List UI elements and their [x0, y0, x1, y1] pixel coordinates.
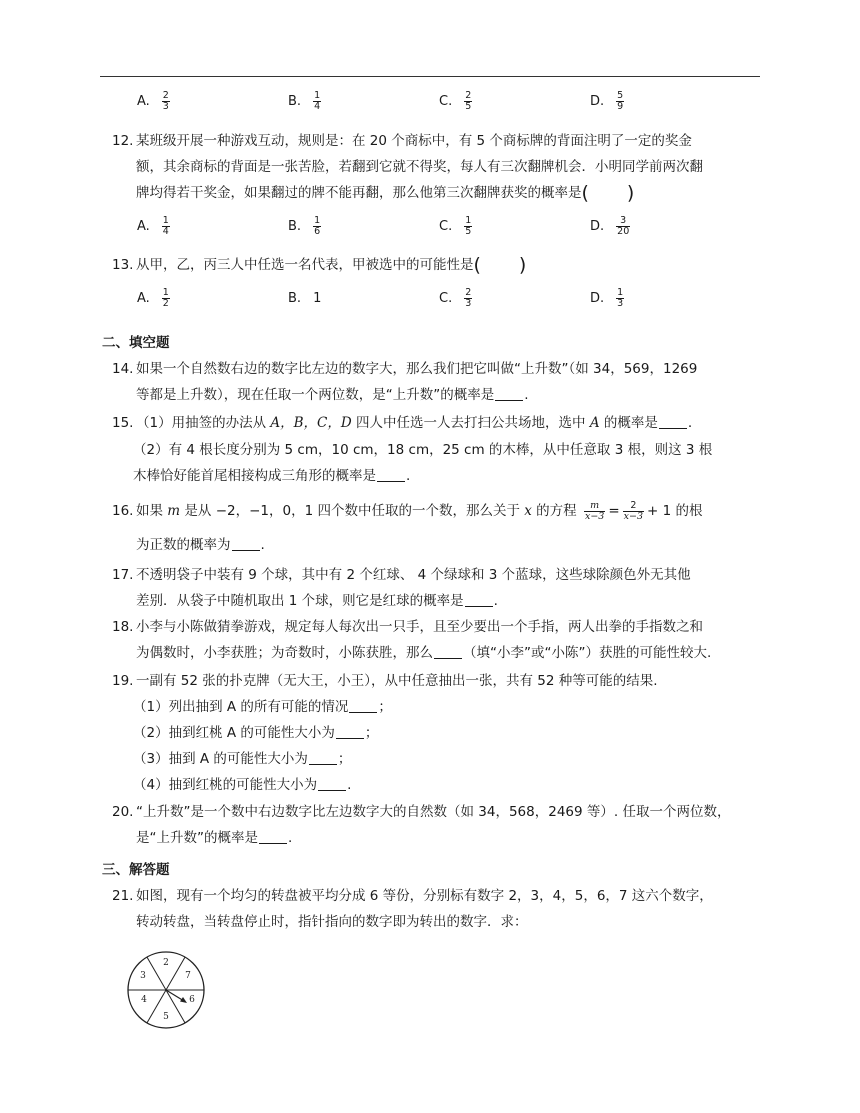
top-rule: [100, 76, 760, 77]
q12-options: [137, 216, 741, 237]
q11-option-d[interactable]: D. $\frac{5}{9}$: [590, 90, 624, 112]
answer-blank[interactable]: [309, 750, 337, 765]
q11-option-b[interactable]: B. $\frac{1}{4}$: [288, 90, 321, 112]
q13-options: [137, 288, 741, 309]
q13-option-b[interactable]: B. 1: [288, 291, 322, 306]
question-17: 17. 不透明袋子中装有 9 个球，其中有 2 个红球、 4 个绿球和 3 个蓝球，这些球除颜色外无其他 差别．从袋子中随机取出 1 个球，则它是红球的概率是 .: [112, 567, 691, 609]
fraction: $\frac{2}{5}$: [465, 90, 472, 112]
question-14: 14. 如果一个自然数右边的数字比左边的数字大，那么我们把它叫做“上升数”（如 34，569，1269 等都是上升数），现在任取一个两位数，是“上升数”的概率是 .: [112, 361, 698, 403]
section-heading-fill-in: 二、填空题: [102, 335, 170, 351]
answer-blank[interactable]: [318, 776, 346, 791]
q13-option-a[interactable]: A. $\frac{1}{2}$: [137, 287, 169, 309]
q12-option-b[interactable]: B. $\frac{1}{6}$: [288, 215, 321, 237]
question-15: 15. （1）用抽签的办法从 A，B，C，D 四人中任选一人去打扫公共场地，选中 A 的概率是 .: [112, 415, 693, 431]
fraction: $\frac{1}{5}$: [465, 215, 472, 237]
answer-blank[interactable]: [495, 386, 523, 401]
fraction: $\frac{2}{3}$: [465, 287, 472, 309]
answer-blank[interactable]: [465, 592, 493, 607]
q19-sub-4: （4）抽到红桃的可能性大小为 .: [133, 777, 352, 793]
q15-line-2: （2）有 4 根长度分别为 5 cm，10 cm，18 cm，25 cm 的木棒，从中任意取 3 根，则这 3 根: [133, 442, 713, 458]
q12-option-c[interactable]: C. $\frac{1}{5}$: [439, 215, 472, 237]
answer-blank[interactable]: [232, 536, 260, 551]
fraction: $\frac{3}{20}$: [617, 215, 630, 237]
answer-blank[interactable]: [259, 829, 287, 844]
question-16: 16. 如果 m 是从 −2，−1，0，1 四个数中任取的一个数，那么关于 x 的方程 $\frac{m}{x-3}$ = $\frac{2}{x-3}$ + 1 的根 为正数的概率为 .: [112, 499, 703, 553]
answer-blank[interactable]: [336, 724, 364, 739]
q19-sub-3: （3）抽到 A 的可能性大小为 ；: [133, 751, 352, 767]
question-12: 12. 某班级开展一种游戏互动，规则是：在 20 个商标中，有 5 个商标牌的背面注明了一定的奖金 额，其余商标的背面是一张苦脸，若翻到它就不得奖，每人有三次翻牌机会．小明同学前两次翻 牌均得若干奖金，如果翻过的牌不能再翻，那么他第三次翻牌获奖的概率是( ): [112, 133, 703, 204]
fraction: $\frac{2}{3}$: [162, 90, 169, 112]
spinner-number: 3: [140, 971, 146, 981]
q19-sub-1: （1）列出抽到 A 的所有可能的情况 ；: [133, 699, 392, 715]
spinner-diagram: [126, 950, 206, 1030]
fraction: $\frac{1}{4}$: [162, 215, 169, 237]
answer-blank[interactable]: [434, 644, 462, 659]
equation-fraction-left: $\frac{m}{x-3}$: [584, 499, 605, 522]
spinner-number: 5: [163, 1012, 169, 1022]
question-18: 18. 小李与小陈做猜拳游戏，规定每人每次出一只手，且至少要出一个手指，两人出拳的手指数之和 为偶数时，小李获胜；为奇数时，小陈获胜，那么 （填“小李”或“小陈”）获胜的可能性较大.: [112, 619, 712, 661]
q13-option-c[interactable]: C. $\frac{2}{3}$: [439, 287, 472, 309]
spinner-number: 4: [141, 995, 147, 1005]
q19-sub-2: （2）抽到红桃 A 的可能性大小为 ；: [133, 725, 379, 741]
fraction: $\frac{1}{6}$: [314, 215, 321, 237]
answer-blank[interactable]: [377, 467, 405, 482]
q11-option-a[interactable]: A. $\frac{2}{3}$: [137, 90, 169, 112]
answer-parentheses: ( ): [473, 254, 527, 276]
answer-blank[interactable]: [659, 414, 687, 429]
q12-option-d[interactable]: D. $\frac{3}{20}$: [590, 215, 630, 237]
fraction: $\frac{1}{2}$: [162, 287, 169, 309]
spinner-number: 7: [185, 971, 191, 981]
section-heading-answer: 三、解答题: [102, 862, 170, 878]
spinner-number: 6: [189, 995, 195, 1005]
answer-parentheses: ( ): [581, 182, 635, 204]
question-13: 13. 从甲，乙，丙三人中任选一名代表，甲被选中的可能性是( ): [112, 254, 527, 276]
fraction: $\frac{5}{9}$: [617, 90, 624, 112]
fraction: $\frac{1}{3}$: [617, 287, 624, 309]
question-19: 19. 一副有 52 张的扑克牌（无大王，小王），从中任意抽出一张，共有 52 种等可能的结果.: [112, 673, 658, 689]
q12-option-a[interactable]: A. $\frac{1}{4}$: [137, 215, 169, 237]
equation-fraction-right: $\frac{2}{x-3}$: [623, 499, 644, 522]
q11-options: [137, 91, 741, 112]
spinner-number: 2: [163, 958, 169, 968]
question-21: 21. 如图，现有一个均匀的转盘被平均分成 6 等份，分别标有数字 2，3，4，5，6，7 这六个数字， 转动转盘，当转盘停止时，指针指向的数字即为转出的数字．求：: [112, 888, 713, 930]
fraction: $\frac{1}{4}$: [314, 90, 321, 112]
answer-blank[interactable]: [349, 698, 377, 713]
q13-option-d[interactable]: D. $\frac{1}{3}$: [590, 287, 624, 309]
q11-option-c[interactable]: C. $\frac{2}{5}$: [439, 90, 472, 112]
question-20: 20. “上升数”是一个数中右边数字比左边数字大的自然数（如 34，568，2469 等）. 任取一个两位数， 是“上升数”的概率是 .: [112, 804, 731, 846]
q15-line-3: 木棒恰好能首尾相接构成三角形的概率是 .: [133, 468, 411, 484]
